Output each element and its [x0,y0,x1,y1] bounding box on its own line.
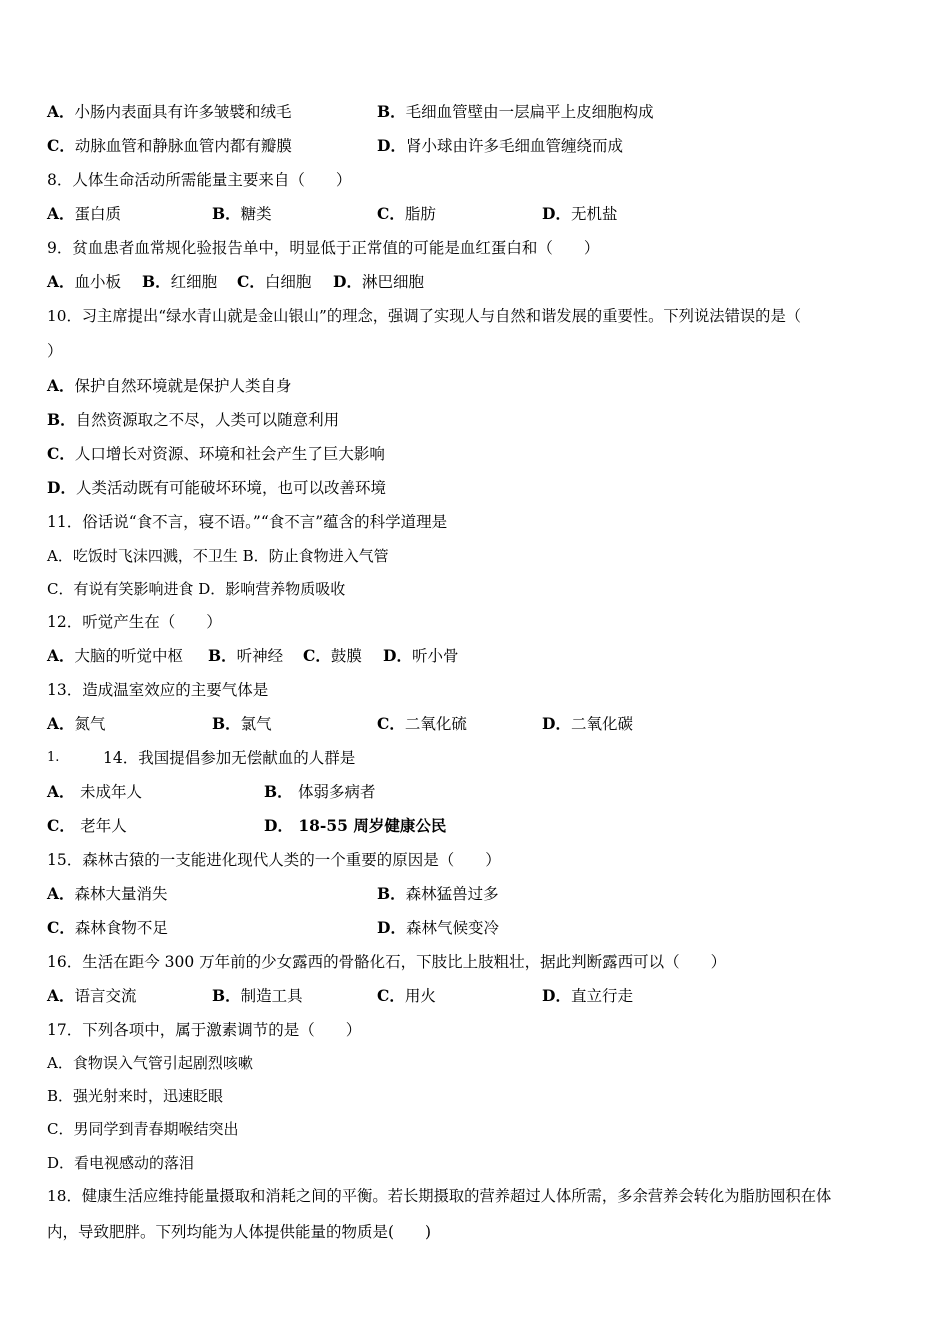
q11-options-ab: A．吃饭时飞沫四溅，不卫生 B．防止食物进入气管 [47,547,389,565]
q7-option-a: A．小肠内表面具有许多皱襞和绒毛 [47,102,292,121]
q13-option-a: A．氮气 [47,714,106,733]
q17-option-d: D．看电视感动的落泪 [47,1154,195,1172]
q9-option-a: A．血小板 [47,272,122,291]
q8-option-b: B．糖类 [212,204,272,223]
q13-stem: 13．造成温室效应的主要气体是 [47,681,269,699]
q12-stem: 12．听觉产生在（ ） [47,613,222,631]
q9-option-d: D．淋巴细胞 [333,272,424,291]
list-number: 1. [47,750,60,765]
q16-option-a: A．语言交流 [47,986,137,1005]
q18-stem-line1: 18．健康生活应维持能量摄取和消耗之间的平衡。若长期摄取的营养超过人体所需，多余营养会转化为脂肪囤积在体 [47,1187,832,1205]
q12-option-d: D．听小骨 [383,646,459,665]
q10-option-b: B．自然资源取之不尽，人类可以随意利用 [47,410,340,429]
q11-stem: 11．俗话说“食不言，寝不语。”“食不言”蕴含的科学道理是 [47,513,448,531]
q12-option-a: A．大脑的听觉中枢 [47,646,184,665]
q15-option-c: C．森林食物不足 [47,918,168,937]
q14-option-d: D． 18-55 周岁健康公民 [264,816,447,835]
q11-options-cd: C．有说有笑影响进食 D．影响营养物质吸收 [47,580,346,598]
q13-option-d: D．二氧化碳 [542,714,633,733]
q7-option-c: C．动脉血管和静脉血管内都有瓣膜 [47,136,292,155]
q17-option-c: C．男同学到青春期喉结突出 [47,1120,239,1138]
q8-option-a: A．蛋白质 [47,204,122,223]
q9-option-b: B．红细胞 [142,272,218,291]
q8-stem: 8．人体生命活动所需能量主要来自（ ） [47,171,352,189]
q16-option-b: B．制造工具 [212,986,303,1005]
q10-option-a: A．保护自然环境就是保护人类自身 [47,376,292,395]
q12-option-b: B．听神经 [208,646,284,665]
q15-option-b: B．森林猛兽过多 [377,884,499,903]
q15-option-d: D．森林气候变冷 [377,918,499,937]
q14-option-c: C． 老年人 [47,816,127,835]
q7-option-b: B．毛细血管壁由一层扁平上皮细胞构成 [377,102,654,121]
q9-option-c: C．白细胞 [237,272,312,291]
q14-option-b: B． 体弱多病者 [264,782,376,801]
q17-stem: 17．下列各项中，属于激素调节的是（ ） [47,1021,362,1039]
q7-option-d: D．肾小球由许多毛细血管缠绕而成 [377,136,623,155]
q16-option-d: D．直立行走 [542,986,633,1005]
q8-option-c: C．脂肪 [377,204,436,223]
q16-option-c: C．用火 [377,986,436,1005]
q14-option-a: A． 未成年人 [47,782,142,801]
q17-option-b: B．强光射来时，迅速眨眼 [47,1087,224,1105]
q14-stem: 14．我国提倡参加无偿献血的人群是 [103,749,356,767]
q15-option-a: A．森林大量消失 [47,884,168,903]
q16-stem: 16．生活在距今 300 万年前的少女露西的骨骼化石，下肢比上肢粗壮，据此判断露西可以（ ） [47,953,727,971]
q12-option-c: C．鼓膜 [303,646,362,665]
q15-stem: 15．森林古猿的一支能进化现代人类的一个重要的原因是（ ） [47,851,501,869]
q13-option-c: C．二氧化硫 [377,714,467,733]
q10-option-d: D．人类活动既有可能破坏环境，也可以改善环境 [47,478,386,497]
q8-option-d: D．无机盐 [542,204,618,223]
q9-stem: 9．贫血患者血常规化验报告单中，明显低于正常值的可能是血红蛋白和（ ） [47,239,600,257]
q10-option-c: C．人口增长对资源、环境和社会产生了巨大影响 [47,444,385,463]
q10-stem-line2: ） [47,342,63,360]
q18-stem-line2: 内，导致肥胖。下列均能为人体提供能量的物质是( ) [47,1223,432,1241]
q10-stem-line1: 10．习主席提出“绿水青山就是金山银山”的理念，强调了实现人与自然和谐发展的重要性。下列说法错误的是（ [47,307,802,325]
q13-option-b: B．氯气 [212,714,272,733]
q17-option-a: A．食物误入气管引起剧烈咳嗽 [47,1054,253,1072]
